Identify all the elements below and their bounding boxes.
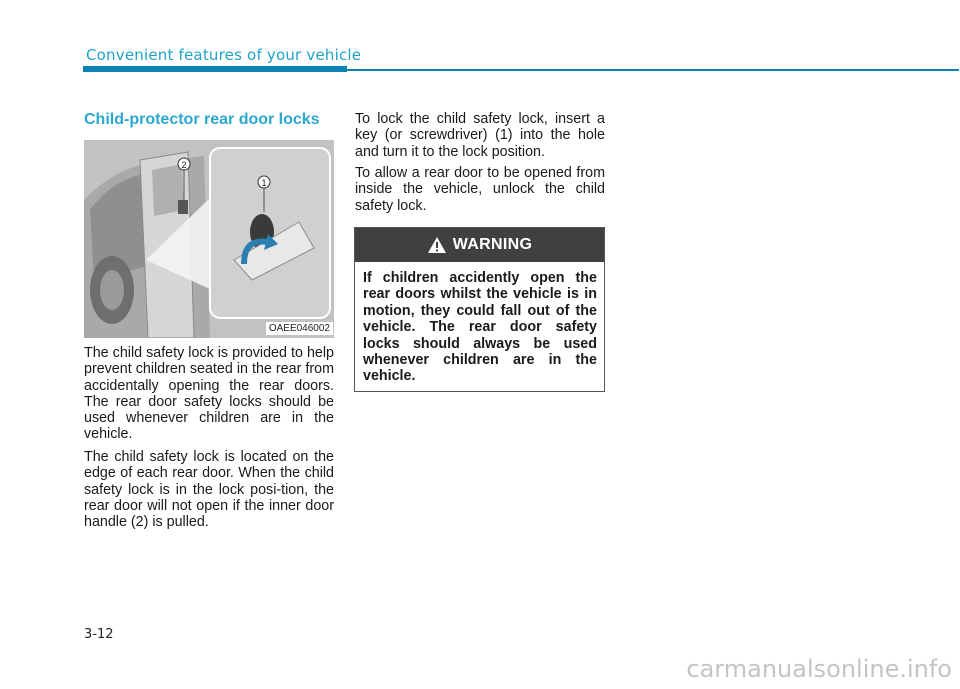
warning-title: WARNING: [452, 236, 533, 253]
chapter-title: Convenient features of your vehicle: [86, 46, 362, 64]
page-number: 3-12: [84, 627, 114, 642]
door-lock-illustration: [84, 140, 334, 338]
warning-box: [354, 227, 605, 392]
paragraph-unlock-instructions: To allow a rear door to be opened from inside the vehicle, unlock the child safety lock.: [355, 165, 605, 214]
warning-text: If children accidently open the rear doors whilst the vehicle is in motion, they could fall out of the vehicle. The rear door safety locks should always be used whenever children are in the vehicle.: [363, 270, 597, 385]
callout-1: 1: [261, 178, 267, 188]
header-rule-thin: [347, 69, 959, 71]
paragraph-safety-lock-purpose: The child safety lock is provided to help prevent children seated in the rear from accidentally opening the rear doors. The rear door safety locks should be used whenever children are in the vehicle.: [84, 345, 334, 443]
paragraph-lock-instructions: To lock the child safety lock, insert a key (or screwdriver) (1) into the hole and turn it to the lock position.: [355, 111, 605, 160]
watermark: carmanualsonline.info: [686, 655, 952, 683]
paragraph-safety-lock-location: The child safety lock is located on the edge of each rear door. When the child safety lock is in the lock posi-tion, the rear door will not open if the inner door handle (2) is pulled.: [84, 449, 334, 531]
callout-2: 2: [181, 160, 187, 170]
warning-header: [355, 228, 604, 262]
warning-triangle-icon: [427, 236, 447, 254]
section-title: Child-protector rear door locks: [84, 111, 320, 128]
car-door-drawing: [84, 140, 334, 338]
figure-code: OAEE046002: [266, 322, 333, 335]
header-rule-thick: [83, 66, 347, 72]
